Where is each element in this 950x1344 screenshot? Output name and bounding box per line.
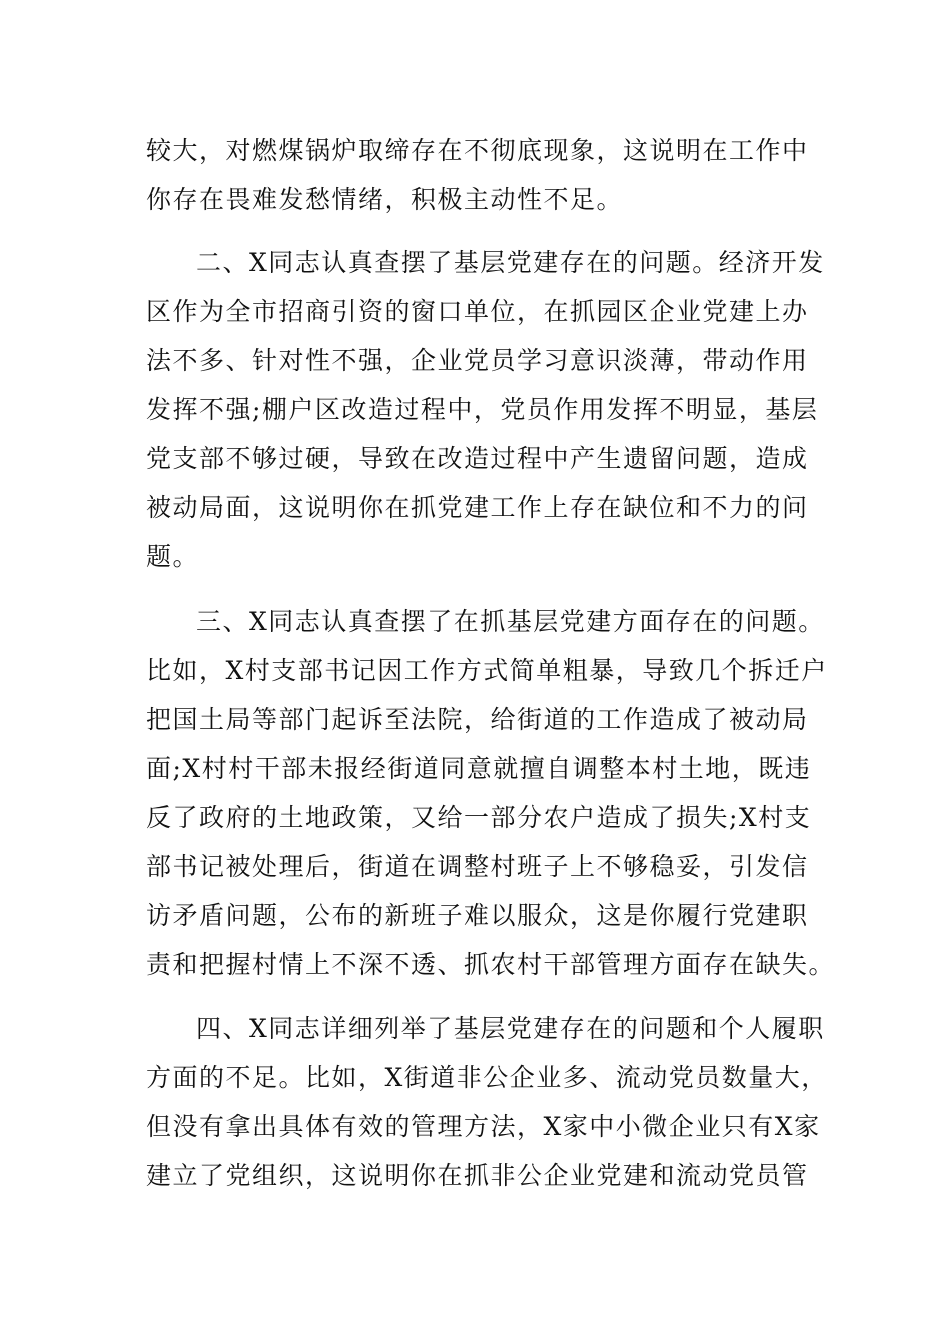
text-line: 责和把握村情上不深不透、抓农村干部管理方面存在缺失。 — [146, 950, 836, 979]
text-line: 四、X同志详细列举了基层党建存在的问题和个人履职 — [196, 1014, 825, 1043]
text-line: 部书记被处理后，街道在调整村班子上不够稳妥，引发信 — [146, 852, 809, 881]
text-line: 被动局面，这说明你在抓党建工作上存在缺位和不力的问 — [146, 493, 809, 522]
text-line: 方面的不足。比如，X街道非公企业多、流动党员数量大， — [146, 1063, 828, 1092]
text-line: 把国土局等部门起诉至法院，给街道的工作造成了被动局 — [146, 705, 809, 734]
text-line: 你存在畏难发愁情绪，积极主动性不足。 — [146, 185, 624, 214]
text-line: 题。 — [146, 542, 200, 571]
text-line: 建立了党组织，这说明你在抓非公企业党建和流动党员管 — [146, 1161, 809, 1190]
text-line: 反了政府的土地政策，又给一部分农户造成了损失;X村支 — [146, 803, 812, 832]
text-line: 面;X村村干部未报经街道同意就擅自调整本村土地，既违 — [146, 754, 812, 783]
text-line: 发挥不强;棚户区改造过程中，党员作用发挥不明显，基层 — [146, 395, 819, 424]
text-line: 党支部不够过硬，导致在改造过程中产生遗留问题，造成 — [146, 444, 809, 473]
text-line: 访矛盾问题，公布的新班子难以服众，这是你履行党建职 — [146, 901, 809, 930]
text-line: 比如，X村支部书记因工作方式简单粗暴，导致几个拆迁户 — [146, 656, 828, 685]
text-line: 区作为全市招商引资的窗口单位，在抓园区企业党建上办 — [146, 297, 809, 326]
text-line: 法不多、针对性不强，企业党员学习意识淡薄，带动作用 — [146, 346, 809, 375]
text-line: 但没有拿出具体有效的管理方法，X家中小微企业只有X家 — [146, 1112, 821, 1141]
text-line: 三、X同志认真查摆了在抓基层党建方面存在的问题。 — [196, 607, 825, 636]
text-line: 较大，对燃煤锅炉取缔存在不彻底现象，这说明在工作中 — [146, 136, 809, 165]
text-line: 二、X同志认真查摆了基层党建存在的问题。经济开发 — [196, 248, 825, 277]
